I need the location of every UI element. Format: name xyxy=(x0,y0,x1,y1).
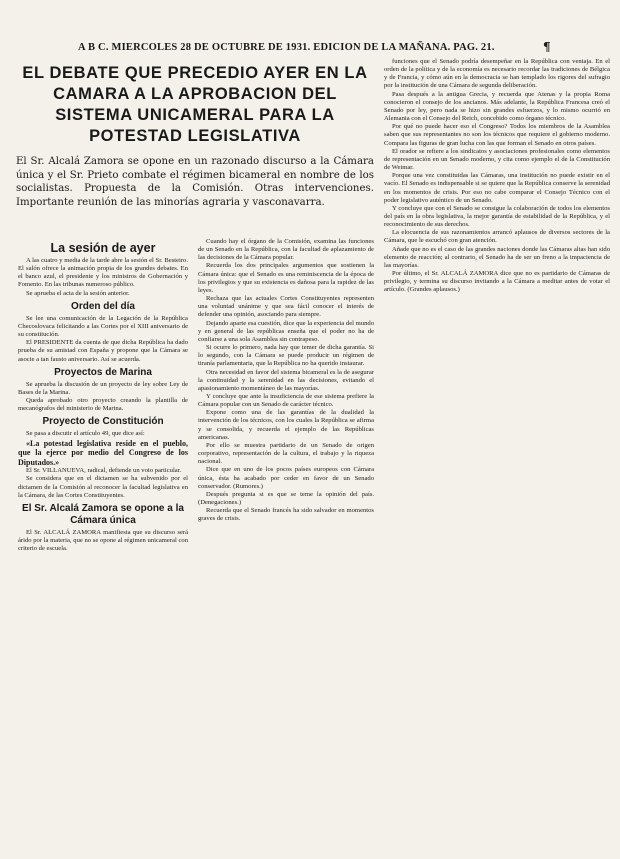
subhead: El Sr. Alcalá Zamora se opone en un razonado discurso a la Cámara única y el Sr. Prieto combate el régimen bicameral en nombre de los socialistas. Propuesta de la Comisión. Otras intervenciones. Importante reunión de las minorías agraria y vasconavarra. xyxy=(16,156,374,208)
column-1 xyxy=(18,238,188,843)
paragraph: Se aprueba la discusión de un proyecto de ley sobre Ley de Bases de la Marina. xyxy=(18,380,188,396)
paragraph: Y concluye que con el Senado se consigue la colaboración de todos los elementos del país en la obra legislativa, la mejor garantía de estabilidad de la República, y el reconocimiento de sus derechos. xyxy=(384,204,610,229)
paragraph: Queda aprobado otro proyecto creando la plantilla de mecanógrafos del ministerio de Marina. xyxy=(18,397,188,413)
masthead: A B C. MIERCOLES 28 DE OCTUBRE DE 1931. EDICION DE LA MAÑANA. PAG. 21. xyxy=(78,42,495,53)
paragraph: Expone como una de las garantías de la dualidad la intervención de los técnicos, con los cuales la República se afirma y se consolida, y recuerda el ejemplo de las Repúblicas americanas. xyxy=(198,409,374,441)
paragraph: Por qué no puede hacer eso el Congreso? Todos los miembros de la Asamblea saben que sus representantes no son los técnicos que requiere el gobierno moderno. Compara las figuras de gran lucha con las que forman el Senado en otros países. xyxy=(384,123,610,147)
paragraph: A las cuatro y media de la tarde abre la sesión el Sr. Besteiro. El salón ofrece la animación propia de los grandes debates. En el banco azul, el presidente y los ministros de Gobernación y Fomento. En las tribunas numeroso público. xyxy=(18,257,188,289)
paragraph: Pasa después a la antigua Grecia, y recuerda que Atenas y la propia Roma conocieron el consejo de los ancianos. Más adelante, la República Francesa creó el Senado por ley, pero nada se hizo sin grandes esfuerzos, y lo mismo ocurrió en Alemania con el Consejo del Reich, concebido como órgano técnico. xyxy=(384,90,610,123)
column-3 xyxy=(384,58,610,848)
paragraph: Se considera que en el dictamen se ha subvenido por el dictamen de la Comisión al reconocer la facultad legislativa en la Cámara, de las Cortes Constituyentes. xyxy=(18,475,188,499)
paragraph: El PRESIDENTE da cuenta de que dicha República ha dado prueba de su amistad con España y propone que la Cámara se asocie a tan fausto aniversario. Así se acuerda. xyxy=(18,339,188,363)
paragraph: Por último, el Sr. ALCALÁ ZAMORA dice que no es partidario de Cámaras de privilegio, y termina su discurso invitando a la Cámara a meditar antes de votar el artículo. (Grandes aplausos.) xyxy=(384,270,610,294)
paragraph: funciones que el Senado podría desempeñar en la República con ventaja. En el orden de la política y de la economía es necesario recordar las tradiciones de Bélgica y de Francia, y cómo aún en la democracia se han templado los rigores del sufragio por la institución de una Cámara de segunda deliberación. xyxy=(384,58,610,90)
section-title-alcala-zamora: El Sr. Alcalá Zamora se opone a la Cámara única xyxy=(22,502,184,526)
page-marker: ¶ xyxy=(543,40,551,54)
paragraph: Otra necesidad en favor del sistema bicameral es la de asegurar la continuidad y la serenidad en las decisiones, evitando el apasionamiento momentáneo de las mayorías. xyxy=(198,368,374,392)
headline: EL DEBATE QUE PRECEDIO AYER EN LA CAMARA A LA APROBACION DEL SISTEMA UNICAMERAL PARA LA POTESTAD LEGISLATIVA xyxy=(22,64,368,145)
paragraph: Se pasa a discutir el artículo 49, que dice así: xyxy=(26,430,145,438)
paragraph: Por ello se muestra partidario de un Senado de origen corporativo, representación de la cultura, el trabajo y la riqueza nacional. xyxy=(198,441,374,466)
column-2 xyxy=(198,238,374,848)
paragraph: El orador se refiere a los sindicatos y asociaciones profesionales como elementos de representación en un Senado moderno, y cita como ejemplo el de la Constitución de Weimar. xyxy=(384,147,610,172)
paragraph: Recuerda los dos principales argumentos que sostienen la Cámara única: que el Senado es una reminiscencia de la época de los privilegios y que su existencia es dañosa para la rapidez de las leyes. xyxy=(198,262,374,294)
paragraph: Si ocurre lo primero, nada hay que temer de dicha garantía. Si lo segundo, con la Cámara se puede producir un régimen de tiranía parlamentaria, que la República no ha querido instaurar. xyxy=(198,344,374,368)
article-quote: «La potestad legislativa reside en el pueblo, que la ejerce por medio del Congreso de los Diputados.» xyxy=(18,438,188,467)
paragraph: Se aprueba el acta de la sesión anterior. xyxy=(26,289,130,297)
paragraph: La elocuencia de sus razonamientos arrancó aplausos de diversos sectores de la Cámara, que le escuchó con gran atención. xyxy=(384,229,610,245)
paragraph: Después pregunta si es que se teme la opinión del país. (Denegaciones.) xyxy=(198,490,374,506)
paragraph: Dejando aparte esa cuestión, dice que la experiencia del mundo y en general de las repúblicas enseña que el poder no ha de confiarse a una sola Asamblea sin contrapeso. xyxy=(198,319,374,343)
paragraph: Se lee una comunicación de la Legación de la República Checoslovaca felicitando a las Cortes por el XIII aniversario de su constitución. xyxy=(18,314,188,339)
paragraph: Cuando hay el órgano de la Comisión, examina las funciones de un Senado en la República, con la facultad de aplazamiento de las decisiones de la Cámara popular. xyxy=(198,238,374,262)
section-title-orden: Orden del día xyxy=(71,300,135,312)
paragraph: El Sr. VILLANUEVA, radical, defiende un voto particular. xyxy=(26,467,182,475)
paragraph: Y concluye que ante la insuficiencia de ese sistema prefiere la Cámara popular con un Senado de carácter técnico. xyxy=(198,392,374,409)
paragraph: Porque una vez constituidas las Cámaras, una institución no puede existir en el vacío. El Senado es indispensable si se quiere que la República conserve la serenidad en los momentos de crisis. Por eso no cabe comparar el Consejo Técnico con el poder legislativo auténtico de un Senado. xyxy=(384,172,610,204)
paragraph: El Sr. ALCALÁ ZAMORA manifiesta que su discurso será árido por la materia, que no se opone al régimen unicameral con criterio de escuela. xyxy=(18,528,188,553)
paragraph: Rechaza que las actuales Cortes Constituyentes representen una voluntad unánime y que sea fácil conocer el interés de defender una opinión, asociando para siempre. xyxy=(198,295,374,319)
paragraph: Recuerda que el Senado francés ha sido salvador en momentos graves de crisis. xyxy=(198,507,374,523)
section-title-sesion: La sesión de ayer xyxy=(50,241,156,255)
section-title-marina: Proyectos de Marina xyxy=(54,366,152,378)
section-title-constitucion: Proyecto de Constitución xyxy=(42,416,164,428)
paragraph: Añade que no es el caso de las grandes naciones donde las Cámaras altas han sido elemento de reacción; al contrario, el Senado ha de ser un freno a la impaciencia de las mayorías. xyxy=(384,245,610,269)
paragraph: Dice que en uno de los pocos países europeos con Cámara única, ésta ha acabado por ceder en favor de un Senado conservador. (Rumores.) xyxy=(198,466,374,490)
